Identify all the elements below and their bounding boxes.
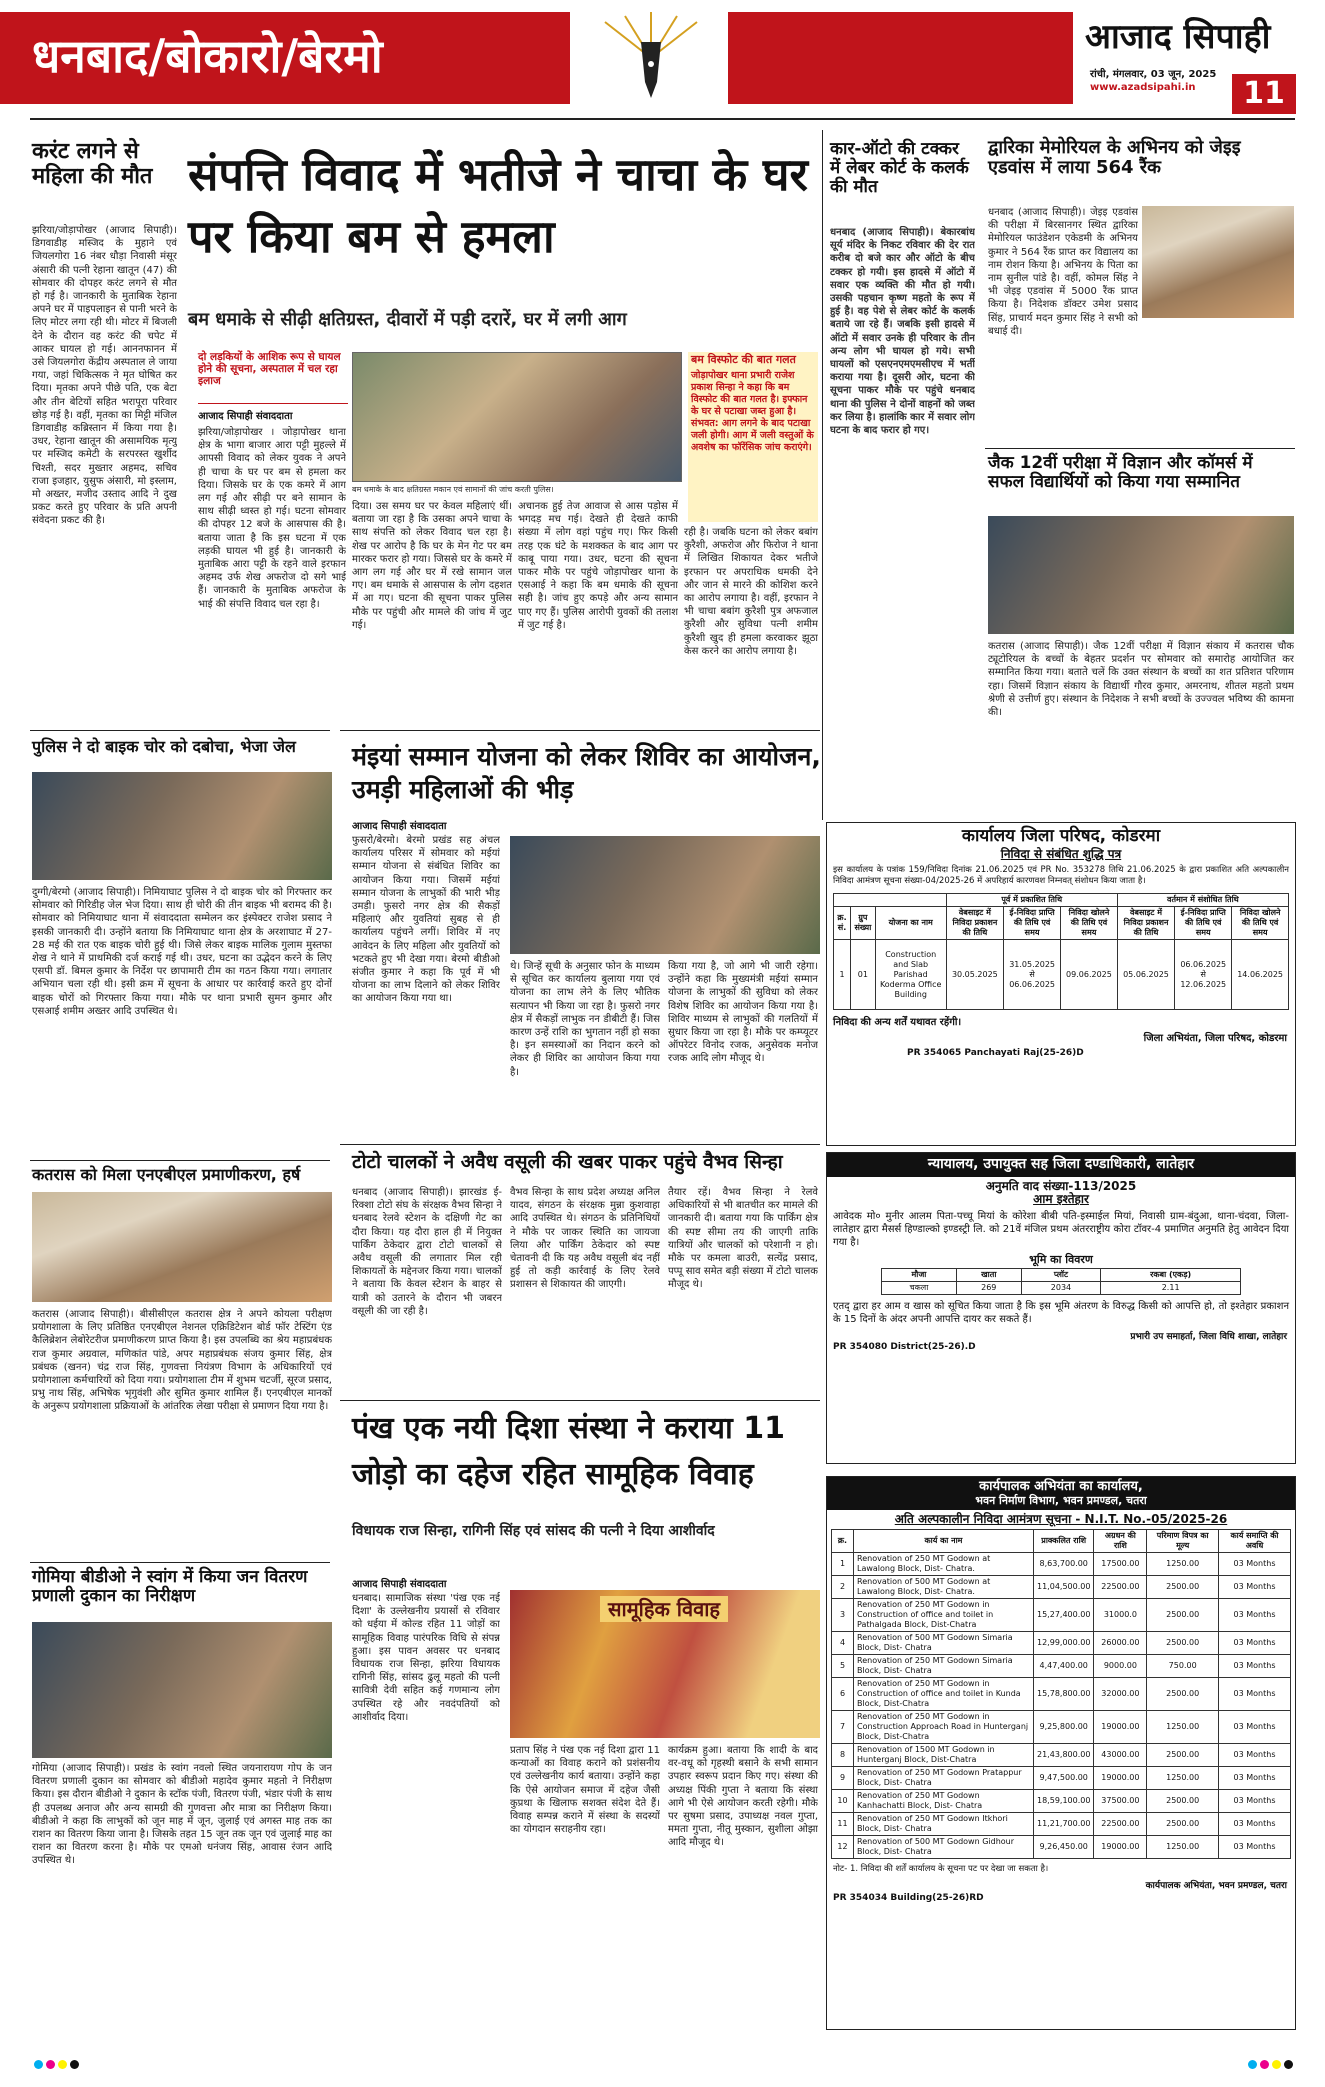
nit-cell: Renovation of 1500 MT Godown in Hunterganj Block, Dist-Chatra — [854, 1744, 1034, 1767]
jac-students-photo — [988, 516, 1294, 634]
main-headline: संपत्ति विवाद में भतीजे ने चाचा के घर पर किया बम से हमला — [188, 148, 808, 263]
nit-col: क्र. — [832, 1530, 854, 1553]
nit-cell: 03 Months — [1219, 1790, 1291, 1813]
nit-cell: 4 — [832, 1632, 854, 1655]
notice1-cell: 31.05.2025 से 06.06.2025 — [1004, 940, 1061, 1010]
nit-cell: Renovation of 500 MT Godown Gidhour Block, Dist- Chatra — [854, 1836, 1034, 1859]
notice1-cell: 01 — [851, 940, 876, 1010]
land-cell: 2034 — [1021, 1281, 1101, 1294]
nit-cell: 750.00 — [1147, 1655, 1219, 1678]
nit-cell: 2500.00 — [1147, 1576, 1219, 1599]
nit-row — [832, 1599, 1291, 1632]
nit-cell: 03 Months — [1219, 1678, 1291, 1711]
notice1-col: निविदा खोलने की तिथि एवं समय — [1061, 907, 1118, 940]
notice1-head-prev: पूर्व में प्रकाशित तिथि — [946, 894, 1117, 907]
notice1-cell: 05.06.2025 — [1117, 940, 1174, 1010]
nit-cell: 03 Months — [1219, 1767, 1291, 1790]
notice1-cell: Construction and Slab Parishad Koderma Office Building — [875, 940, 946, 1010]
nit-cell: Renovation of 250 MT Godown Kanhachatti Block, Dist- Chatra — [854, 1790, 1034, 1813]
center-t7b: प्रताप सिंह ने पंख एक नई दिशा द्वारा 11 कन्याओं का विवाह कराने को प्रशंसनीय एवं उल्लेखनीय कार्य बताया। उन्होंने कहा कि ऐसे आयोजन समाज में दहेज जैसी कुप्रथा के खिलाफ सशक्त संदेश देते हैं। विवाह सम्पन्न कराने में संस्था के सदस्यों का योगदान सराहनीय रहा। — [510, 1745, 660, 1836]
notice1-head-rev: वर्तमान में संशोधित तिथि — [1117, 894, 1288, 907]
divider — [340, 730, 820, 731]
nit-col: अग्रधन की राशि — [1094, 1530, 1147, 1553]
nit-cell: 1 — [832, 1553, 854, 1576]
bdo-inspection-photo — [32, 1622, 332, 1758]
left-h1: करंट लगने से महिला की मौत — [32, 139, 153, 189]
nit-cell: 1250.00 — [1147, 1836, 1219, 1859]
nit-cell: Renovation of 250 MT Godown Itkhori Block, Dist- Chatra — [854, 1813, 1034, 1836]
nit-cell: Renovation of 500 MT Godown at Lawalong Block, Dist- Chatra. — [854, 1576, 1034, 1599]
notice2-subject: आम इश्तेहार — [1033, 1192, 1089, 1207]
notice3-note: नोट- 1. निविदा की शर्तें कार्यालय के सूचना पट पर देखा जा सकता है। — [833, 1864, 1049, 1875]
nit-row — [832, 1655, 1291, 1678]
nit-cell: Renovation of 250 MT Godown Simaria Block, Dist- Chatra — [854, 1655, 1034, 1678]
nit-cell: 17500.00 — [1094, 1553, 1147, 1576]
nit-row — [832, 1836, 1291, 1859]
divider — [340, 1400, 820, 1401]
left-t1: झरिया/जोड़ापोखर (आजाद सिपाही)। डिगवाडीह मस्जिद के मुहाने एवं जियलगोरा 16 नंबर धौड़ा निवासी मंसूर अंसारी की पत्नी रेहाना खातून (47) की सोमवार की दोपहर करंट लगने से मौत हो गई है। जानकारी के मुताबिक रेहाना अपने घर में पाइपलाइन से पानी भरने के लिए मोटर लगा रही थी। मोटर में बिजली देने के दौरान वह करंट की चपेट में आकर घायल हो गई। आननफानन में उसे जियलगोरा केंद्रीय अस्पताल ले जाया गया, जहां चिकित्सक ने मृत घोषित कर दिया। मृतका अपने पीछे पति, एक बेटा और तीन बेटियों सहित भरापूरा परिवार छोड़ गई है। वहीं, मृतका का मिट्टी मंजिल डिगवाडीह कब्रिस्तान में किया गया है। उधर, रेहाना खातून की असामयिक मृत्यु पर मस्जिद कमेटी के सरपरस्त खुर्शीद चिश्ती, सदर मुख्तार अहमद, सचिव राजा इजहार, युसुफ अंसारी, मो इस्लाम, मो अख्तर, मजीद उस्ताद आदि ने दुख प्रकट करते हुए परिवार के प्रति अपनी संवेदना प्रकट की है। — [32, 225, 177, 527]
nit-cell: 32000.00 — [1094, 1678, 1147, 1711]
nit-cell: 6 — [832, 1678, 854, 1711]
nit-cell: 03 Months — [1219, 1813, 1291, 1836]
nit-cell: 15,78,800.00 — [1034, 1678, 1094, 1711]
nit-cell: 15,27,400.00 — [1034, 1599, 1094, 1632]
jee-student-photo — [1142, 206, 1294, 318]
nit-cell: 7 — [832, 1711, 854, 1744]
nit-col: प्राक्कलित राशि — [1034, 1530, 1094, 1553]
nit-cell: Renovation of 250 MT Godown Pratappur Block, Dist- Chatra — [854, 1767, 1034, 1790]
land-col: प्लॉट — [1021, 1268, 1101, 1281]
main-box-text: जोड़ापोखर थाना प्रभारी राजेश प्रकाश सिन्हा ने कहा कि बम विस्फोट की बात गलत है। इफ्फान के घर से पटाखा जब्त हुआ है। संभवत: आग लगने के बाद पटाखा जली होगी। आग में जली वस्तुओं के अवशेष का फॉरेंसिक जांच कराएंगे। — [691, 370, 814, 454]
nit-cell: 43000.00 — [1094, 1744, 1147, 1767]
nit-cell: 22500.00 — [1094, 1813, 1147, 1836]
center-h7: पंख एक नयी दिशा संस्था ने कराया 11 जोड़ो का दहेज रहित सामूहिक विवाह — [352, 1411, 785, 1492]
main-sidebar-box — [198, 352, 348, 404]
page-number: 11 — [1232, 74, 1296, 114]
notice1-table — [833, 893, 1289, 1010]
main-byline: आजाद सिपाही संवाददाता — [198, 411, 293, 422]
nit-cell: 2500.00 — [1147, 1790, 1219, 1813]
nit-cell: 2500.00 — [1147, 1678, 1219, 1711]
nit-row — [832, 1553, 1291, 1576]
divider — [985, 448, 1295, 449]
left-t2: दुग्गी/बेरमो (आजाद सिपाही)। निमियाघाट पुलिस ने दो बाइक चोर को गिरफ्तार कर सोमवार को गिरिडीह जेल भेज दिया। साथ ही चोरी की तीन बाइक भी बरामद की है। सोमवार को निमियाघाट थाना में संवाददाता सम्मेलन कर इंस्पेक्टर राजेश प्रसाद ने इसकी जानकारी दी। उन्होंने बताया कि निमियाघाट थाना क्षेत्र के अरशाघाट में 27-28 मई की रात एक बाइक चोरी हुई थी। जिसे लेकर बाइक मालिक गुलाम मुस्तफा शेख ने थाने में प्राथमिकी दर्ज कराई गई थी। उधर, घटना का उद्भेदन करने के लिए एसपी डॉ. बिमल कुमार के निर्देश पर छापामारी टीम का गठन किया गया। लगातार अभियान चला रही थी। इसी क्रम में सूचना के आधार पर कार्रवाई करते हुए दोनों बाइक चोरों को गिरफ्तार किया गया। मौके पर थाना प्रभारी सुमन कुमार और एसआई शमीम अख्तर आदि उपस्थित थे। — [32, 887, 332, 1017]
nit-table — [831, 1529, 1291, 1859]
notice1-col: ई-निविदा प्राप्ति की तिथि एवं समय — [1175, 907, 1232, 940]
nit-cell: 2500.00 — [1147, 1599, 1219, 1632]
nit-col: कार्य का नाम — [854, 1530, 1034, 1553]
nit-cell: Renovation of 500 MT Godown Simaria Block, Dist- Chatra — [854, 1632, 1034, 1655]
right-h9: द्वारिका मेमोरियल के अभिनय को जेइइ एडवांस में लाया 564 रैंक — [988, 137, 1241, 179]
notice1-footer: निविदा की अन्य शर्तें यथावत रहेंगी। — [833, 1017, 962, 1029]
wedding-banner: सामूहिक विवाह — [600, 1596, 728, 1622]
nit-cell: 12 — [832, 1836, 854, 1859]
nit-cell: 03 Months — [1219, 1655, 1291, 1678]
tender-notice-chatra — [826, 1476, 1296, 2030]
center-h6: टोटो चालकों ने अवैध वसूली की खबर पाकर पहुंचे वैभव सिन्हा — [352, 1151, 783, 1173]
main-sidebar: दो लड़कियों के आशिक रूप से घायल होने की सूचना, अस्पताल में चल रहा इलाज — [198, 351, 341, 387]
nit-cell: Renovation of 250 MT Godown in Construction of office and toilet in Pathalgada Block, Dist-Chatra — [854, 1599, 1034, 1632]
nit-cell: 9,26,450.00 — [1034, 1836, 1094, 1859]
center-byline5: आजाद सिपाही संवाददाता — [352, 821, 447, 832]
main-body4: रही है। जबकि घटना को लेकर बबांग कुरैशी, अफरोज और फिरोज ने थाना में लिखित शिकायत देकर भतीजे इरफान पर अपराधिक धमकी देने और जान से मारने की कोशिश करने का आरोप लगाया है। वहीं, इरफान ने भी चाचा बबांग कुरैशी पुत्र अफजाल कुरैशी और सुविधा पत्नी शमीम कुरैशी खुद ही हमला करवाकर झूठा केस करने का आरोप लगाया है। — [684, 527, 818, 657]
right-h8: कार-ऑटो की टक्कर में लेबर कोर्ट के कलर्क की मौत — [830, 139, 969, 198]
notice3-dept: भवन निर्माण विभाग, भवन प्रमण्डल, चतरा — [975, 1493, 1147, 1507]
divider — [30, 730, 330, 731]
pen-nib-logo — [585, 12, 717, 104]
masthead-paper-name: आजाद सिपाही — [1085, 17, 1271, 57]
women-crowd-photo — [510, 836, 820, 954]
nit-cell: 03 Months — [1219, 1744, 1291, 1767]
notice1-cell: 09.06.2025 — [1061, 940, 1118, 1010]
main-body2: दिया। उस समय घर पर केवल महिलाएं थीं। बताया जा रहा है कि उसका अपने चाचा के साथ संपत्ति को लेकर विवाद चल रहा है। शेख पर आरोप है कि घर के मेन गेट पर बम मारकर फरार हो गया। जिससे घर के कमरे में आग लग गई और घर में रखे सामान जल गए। बम धमाके से आसपास के लोग दहशत में आ गए। घटना की सूचना पाकर पुलिस मौके पर पहुंची और मामले की जांच में जुट गई। — [352, 501, 512, 631]
masthead-dateline: रांची, मंगलवार, 03 जून, 2025 — [1090, 69, 1217, 80]
nit-cell: 2500.00 — [1147, 1744, 1219, 1767]
center-byline7: आजाद सिपाही संवाददाता — [352, 1579, 447, 1590]
notice2-case: अनुमति वाद संख्या-113/2025 — [985, 1178, 1137, 1193]
main-photo-caption: बम धमाके के बाद क्षतिग्रस्त मकान एवं सामानों की जांच करती पुलिस। — [352, 485, 554, 494]
notice1-col: ग्रुप संख्या — [851, 907, 876, 940]
notice3-pr: PR 354034 Building(25-26)RD — [833, 1893, 984, 1904]
nit-cell: 22500.00 — [1094, 1576, 1147, 1599]
center-t7c: कार्यक्रम हुआ। बताया कि शादी के बाद वर-वधू को गृहस्थी बसाने के सभी सामान उपहार स्वरूप प्रदान किए गए। संस्था की अध्यक्ष पिंकी गुप्ता ने बताया कि संस्था आगे भी ऐसे आयोजन करती रहेगी। मौके पर सुषमा प्रसाद, उपाध्यक्ष नवल गुप्ता, ममता गुप्ता, नीतू मुस्कान, सुशीला ओझा आदि मौजूद थे। — [668, 1745, 818, 1849]
center-t6c: तैयार रहें। वैभव सिन्हा ने रेलवे अधिकारियों से भी बातचीत कर मामले की जानकारी दी। बताया गया कि पार्किंग क्षेत्र की स्पष्ट सीमा तय की जाएगी ताकि यात्रियों और चालकों को परेशानी न हो। मौके पर कमला बाउरी, सत्येंद्र प्रसाद, पप्पू साव समेत बड़ी संख्या में टोटो चालक मौजूद थे। — [668, 1187, 818, 1291]
right-h10: जैक 12वीं परीक्षा में विज्ञान और कॉमर्स में सफल विद्यार्थियों को किया गया सम्मानित — [988, 453, 1253, 493]
center-t5c: किया गया है, जो आगे भी जारी रहेगा। उन्होंने कहा कि मुख्यमंत्री मईयां सम्मान योजना के लाभुकों की सुविधा को लेकर विशेष शिविर का आयोजन किया गया है। शिविर माध्यम से लाभुकों की गलतियों में सुधार किया जा रहा है। मौके पर कम्प्यूटर ऑपरेटर विनोद रजक, अनुसेवक मनोज रजक आदि लोग मौजूद थे। — [668, 961, 818, 1065]
nit-cell: 11,21,700.00 — [1034, 1813, 1094, 1836]
notice3-signer: कार्यपालक अभियंता, भवन प्रमण्डल, चतरा — [1145, 1881, 1287, 1892]
notice1-col: ई-निविदा प्राप्ति की तिथि एवं समय — [1004, 907, 1061, 940]
nit-cell: 9000.00 — [1094, 1655, 1147, 1678]
notice2-text: आवेदक मो० मुनीर आलम पिता-पच्चू मियां के कोरेशा बीबी पति-इस्माईल मियां, निवासी ग्राम-बंदुआ, थाना-चंदवा, जिला-लातेहार द्वारा मैसर्स हिण्डाल्को इण्डस्ट्री लि. को 21वें मंजिल प्रथम अंतरराष्ट्रीय कोरा टॉवर-4 प्रमाणित अनुमति हेतु आवेदन दिया गया है। — [833, 1210, 1289, 1248]
nit-cell: 2 — [832, 1576, 854, 1599]
notice1-col: वेबसाइट में निविदा प्रकाशन की तिथि — [946, 907, 1003, 940]
nit-cell: 2500.00 — [1147, 1632, 1219, 1655]
notice2-pr: PR 354080 District(25-26).D — [833, 1341, 976, 1352]
nit-cell: 5 — [832, 1655, 854, 1678]
notice1-col: क्र. सं. — [834, 907, 851, 940]
nit-cell: 03 Months — [1219, 1576, 1291, 1599]
land-cell: 269 — [956, 1281, 1021, 1294]
notice1-cell: 30.05.2025 — [946, 940, 1003, 1010]
left-h4: गोमिया बीडीओ ने स्वांग में किया जन वितरण प्रणाली दुकान का निरीक्षण — [32, 1567, 308, 1607]
nit-row — [832, 1790, 1291, 1813]
notice2-text2: एतद् द्वारा हर आम व खास को सूचित किया जाता है कि इस भूमि अंतरण के विरुद्ध किसी को आपत्ति हो, तो इश्तेहार प्रकाशन के 15 दिनों के अंदर अपनी आपत्ति दायर कर सकते हैं। — [833, 1300, 1289, 1325]
right-t8: धनबाद (आजाद सिपाही)। बेकारबांध सूर्य मंदिर के निकट रविवार की देर रात करीब दो बजे कार और ऑटो के बीच टक्कर हो गयी। इस हादसे में ऑटो में सवार एक व्यक्ति की मौत हो गयी। उसकी पहचान कृष्ण महतो के रूप में हुई है। वह पेशे से लेबर कोर्ट के कलर्क बताये जा रहे हैं। जबकि इसी हादसे में ऑटो में सवार उनके ही परिवार के तीन अन्य लोग भी घायल हो गये। सभी घायलों को एसएनएमएमसीएच में भर्ती कराया गया है। दूसरी ओर, घटना की सूचना पाकर मौके पर पहुंचे धनबाद थाना की पुलिस ने दोनों वाहनों को जब्त कर लिया है। हालांकि कार में सवार लोग घटना के बाद फरार हो गए। — [830, 227, 975, 437]
nit-cell: 9,25,800.00 — [1034, 1711, 1094, 1744]
land-table — [881, 1268, 1241, 1295]
notice2-land-title: भूमि का विवरण — [1029, 1252, 1093, 1266]
land-col: मौजा — [882, 1268, 957, 1281]
nit-cell: 3 — [832, 1599, 854, 1632]
nit-cell: 03 Months — [1219, 1632, 1291, 1655]
nit-cell: Renovation of 250 MT Godown at Lawalong Block, Dist- Chatra. — [854, 1553, 1034, 1576]
nit-cell: Renovation of 250 MT Godown in Construction Approach Road in Hunterganj Block, Dist-Chatra — [854, 1711, 1034, 1744]
notice3-nit: अति अल्पकालीन निविदा आमंत्रण सूचना - N.I.T. No.-05/2025-26 — [894, 1511, 1228, 1526]
nit-row — [832, 1632, 1291, 1655]
nit-cell: 19000.00 — [1094, 1767, 1147, 1790]
left-h3: कतरास को मिला एनएबीएल प्रमाणीकरण, हर्ष — [32, 1165, 301, 1184]
right-t9: धनबाद (आजाद सिपाही)। जेइइ एडवांस की परीक्षा में बिरसानगर स्थित द्वारिका मेमोरियल फाउंडेशन एकेडमी के अभिनय कुमार ने 564 रैंक प्राप्त कर विद्यालय का नाम रोशन किया है। अभिनय के पिता का नाम सुनील पांडे है। वहीं, कोमल सिंह ने भी जेइइ एडवांस में 5000 रैंक प्राप्त किया है। निदेशक डॉक्टर उमेश प्रसाद सिंह, प्राचार्य मदन कुमार सिंह ने सभी को बधाई दी। — [988, 207, 1138, 337]
notice1-signer: जिला अभियंता, जिला परिषद, कोडरमा — [1143, 1033, 1287, 1045]
notice2-signer: प्रभारी उप समाहर्ता, जिला विधि शाखा, लातेहार — [1130, 1331, 1287, 1342]
nit-cell: 9 — [832, 1767, 854, 1790]
land-cell: 2.11 — [1101, 1281, 1241, 1294]
center-t5a: फुसरो/बेरमो। बेरमो प्रखंड सह अंचल कार्यालय परिसर में सोमवार को मईयां सम्मान योजना से संबंधित शिविर का आयोजन किया गया। जिसमें मईयां सम्मान योजना के लाभुकों की भारी भीड़ उमड़ी। फुसरो नगर क्षेत्र की सैकड़ों महिलाएं और युवतियां सुबह से ही कार्यालय पहुंचने लगीं। शिविर में नए आवेदन के लिए महिला और युवतियों को भटकते हुए भी देखा गया। बेरमो बीडीओ संजीत कुमार ने कहा कि पूर्व में भी योजना का लाभ दिलाने को लेकर शिविर का आयोजन किया गया था। — [352, 835, 500, 1005]
nit-cell: 8,63,700.00 — [1034, 1553, 1094, 1576]
main-box — [688, 352, 818, 522]
nit-cell: 1250.00 — [1147, 1711, 1219, 1744]
nit-cell: 1250.00 — [1147, 1767, 1219, 1790]
notice1-cell: 14.06.2025 — [1232, 940, 1289, 1010]
divider — [30, 1160, 330, 1161]
nit-cell: 03 Months — [1219, 1553, 1291, 1576]
nit-row — [832, 1744, 1291, 1767]
left-t3: कतरास (आजाद सिपाही)। बीसीसीएल कतरास क्षेत्र ने अपने कोयला परीक्षण प्रयोगशाला के लिए प्रतिष्ठित एनएबीएल नेशनल एक्रिडिटेशन बोर्ड फॉर टेस्टिंग एंड कैलिब्रेशन लेबोरेटरीज प्रमाणीकरण प्राप्त किया है। इस उपलब्धि का श्रेय महाप्रबंधक राज कुमार अग्रवाल, मणिकांत पांडे, अपर महाप्रबंधक संजय कुमार सिंह, क्षेत्र प्रबंधक (खनन) चंद्र राज सिंह, गुणवत्ता नियंत्रण विभाग के अधिकारियों एवं प्रयोगशाला कर्मचारियों को दिया गया। प्रयोगशाला टीम में शुभम चटर्जी, सूरज प्रसाद, प्रभु नाथ सिंह, अभिषेक भृगुवंशी और सुमित कुमार शामिल हैं। एनएबीएल मानकों के अनुरूप प्रयोगशाला प्रक्रियाओं के आंतरिक लेखा परीक्षा से प्रमाणन दिया गया है। — [32, 1309, 332, 1413]
nit-cell: 26000.00 — [1094, 1632, 1147, 1655]
main-photo — [352, 352, 682, 482]
nit-col: परिमाण विपत्र का मूल्य — [1147, 1530, 1219, 1553]
notice1-office: कार्यालय जिला परिषद, कोडरमा — [961, 826, 1161, 846]
nit-cell: 10 — [832, 1790, 854, 1813]
nit-cell: Renovation of 250 MT Godown in Construction of office and toilet in Kunda Block, Dist-Chatra — [854, 1678, 1034, 1711]
notice1-cell: 06.06.2025 से 12.06.2025 — [1175, 940, 1232, 1010]
bike-thieves-photo — [32, 772, 332, 880]
nabl-photo — [32, 1192, 332, 1302]
nit-cell: 31000.0 — [1094, 1599, 1147, 1632]
nit-row — [832, 1767, 1291, 1790]
center-h5: मंइयां सम्मान योजना को लेकर शिविर का आयोजन, उमड़ी महिलाओं की भीड़ — [352, 742, 821, 804]
divider — [340, 1144, 820, 1145]
land-cell: चकला — [882, 1281, 957, 1294]
divider — [30, 1562, 330, 1563]
nit-cell: 03 Months — [1219, 1836, 1291, 1859]
tender-notice-koderma — [826, 822, 1296, 1146]
nit-cell: 18,59,100.00 — [1034, 1790, 1094, 1813]
masthead-rule — [30, 118, 1295, 120]
center-sub7: विधायक राज सिन्हा, रागिनी सिंह एवं सांसद की पत्नी ने दिया आशीर्वाद — [352, 1523, 715, 1539]
left-h2: पुलिस ने दो बाइक चोर को दबोचा, भेजा जेल — [32, 737, 296, 756]
nit-row — [832, 1576, 1291, 1599]
nit-cell: 12,99,000.00 — [1034, 1632, 1094, 1655]
nit-cell: 11 — [832, 1813, 854, 1836]
nit-row — [832, 1813, 1291, 1836]
main-body3: अचानक हुई तेज आवाज से आस पड़ोस में भगदड़ मच गई। देखते ही देखते काफी संख्या में लोग वहां पहुंच गए। फिर किसी तरह एक घंटे के मशक्कत के बाद आग पर काबू पाया गया। उधर, घटना की सूचना पाकर मौके पर पहुंचे जोड़ापोखर थाना के एसआई ने कहा कि बम धमाके की सूचना सही है। जांच हुए कपड़े और अन्य सामान पाए गए हैं। पुलिस आरोपी युवकों की तलाश में जुट गई है। — [518, 501, 678, 631]
nit-cell: 8 — [832, 1744, 854, 1767]
main-box-title: बम विस्फोट की बात गलत — [691, 353, 796, 366]
land-col: खाता — [956, 1268, 1021, 1281]
nit-cell: 19000.00 — [1094, 1711, 1147, 1744]
nit-cell: 19000.00 — [1094, 1836, 1147, 1859]
notice1-pr: PR 354065 Panchayati Raj(25-26)D — [907, 1048, 1084, 1059]
right-t10: कतरास (आजाद सिपाही)। जैक 12वीं परीक्षा में विज्ञान संकाय में कतरास चौक ट्यूटोरियल के बच्चों के बेहतर प्रदर्शन पर सोमवार को समारोह आयोजित कर सम्मानित किया गया। बताते चलें कि उक्त संस्थान के बच्चों का शत प्रतिशत परिणाम रहा। जिसमें विज्ञान संकाय के विद्यार्थी गौरव कुमार, अमरनाथ, शीतल महतो प्रथम श्रेणी से उत्तीर्ण हुए। संस्थान के निदेशक ने सभी बच्चों के उज्ज्वल भविष्य की कामना की। — [988, 641, 1294, 719]
notice1-col: योजना का नाम — [875, 907, 946, 940]
notice1-col: वेबसाइट में निविदा प्रकाशन की तिथि — [1117, 907, 1174, 940]
nit-cell: 03 Months — [1219, 1711, 1291, 1744]
nit-cell: 9,47,500.00 — [1034, 1767, 1094, 1790]
main-subhead: बम धमाके से सीढ़ी क्षतिग्रस्त, दीवारों में पड़ी दरारें, घर में लगी आग — [188, 309, 627, 330]
nit-cell: 4,47,400.00 — [1034, 1655, 1094, 1678]
nit-cell: 1250.00 — [1147, 1553, 1219, 1576]
nit-row — [832, 1678, 1291, 1711]
nit-cell: 37500.00 — [1094, 1790, 1147, 1813]
left-t4: गोमिया (आजाद सिपाही)। प्रखंड के स्वांग नवलो स्थित जयनारायण गोप के जन वितरण प्रणाली दुकान का सोमवार को बीडीओ महादेव कुमार महतो ने निरीक्षण किया। इस दौरान बीडीओ ने दुकान के स्टॉक पंजी, वितरण पंजी, भंडार पंजी के साथ ही उपलब्ध अनाज और अन्य सामग्री की गुणवत्ता और मात्रा का निरीक्षण किया। बीडीओ ने कहा कि लाभुकों को जून माह में जून, जुलाई एवं अगस्त माह तक का राशन का वितरण किया जाना है। जिसके तहत 15 जून तक जून एवं जुलाई माह का राशन का वितरण करना है। मौके पर एमओ धनंजय सिंह, आवास रंजन आदि उपस्थित थे। — [32, 1763, 332, 1867]
nit-cell: 21,43,800.00 — [1034, 1744, 1094, 1767]
color-registration-dots — [34, 2054, 82, 2073]
masthead-section-title: धनबाद/बोकारो/बेरमो — [32, 29, 383, 83]
col-divider — [822, 130, 823, 820]
masthead-site: www.azadsipahi.in — [1090, 82, 1196, 93]
nit-cell: 11,04,500.00 — [1034, 1576, 1094, 1599]
court-notice-latehar — [826, 1152, 1296, 1464]
center-t5b: थे। जिन्हें सूची के अनुसार फोन के माध्यम से सूचित कर कार्यालय बुलाया गया एवं योजना का लाभ लेने के लिए भौतिक सत्यापन भी किया जा रहा है। फुसरो नगर क्षेत्र में सैकड़ों लाभुक नन डीबीटी हैं। जिस कारण उन्हें राशि का भुगतान नहीं हो सका है। इन समस्याओं का निदान करने को लेकर ही शिविर का आयोजन किया गया है। — [510, 961, 660, 1078]
mass-wedding-photo — [510, 1590, 820, 1738]
land-col: रकबा (एकड़) — [1101, 1268, 1241, 1281]
nit-col: कार्य समाप्ति की अवधि — [1219, 1530, 1291, 1553]
center-t7a: धनबाद। सामाजिक संस्था 'पंख एक नई दिशा' के उल्लेखनीय प्रयासों से रविवार को धईया में कोल्ड रहित 11 जोड़ों का सामूहिक विवाह पारंपरिक विधि से संपन्न हुआ। इस पावन अवसर पर धनबाद विधायक राज सिन्हा, झरिया विधायक रागिनी सिंह, सांसद ढुलू महतो की पत्नी सावित्री देवी सहित कई गणमान्य लोग उपस्थित रहे और नवदंपतियों को आशीर्वाद दिया। — [352, 1593, 500, 1723]
center-t6a: धनबाद (आजाद सिपाही)। झारखंड ई-रिक्शा टोटो संघ के संरक्षक वैभव सिन्हा ने धनबाद रेलवे स्टेशन के दक्षिणी गेट का दौरा किया। यह दौरा हाल ही में नियुक्त पार्किंग ठेकेदार द्वारा टोटो चालकों से अवैध वसूली की लगातार मिल रही शिकायतों के मद्देनजर किया गया। चालकों ने बताया कि केवल स्टेशन के बाहर से यात्री को उतारने के दौरान भी जबरन वसूली की जा रही है। — [352, 1187, 502, 1317]
nit-cell: 2500.00 — [1147, 1813, 1219, 1836]
nit-cell: 03 Months — [1219, 1599, 1291, 1632]
center-t6b: वैभव सिन्हा के साथ प्रदेश अध्यक्ष अनिल यादव, संगठन के संरक्षक मुन्ना कुशवाहा आदि उपस्थित थे। संगठन के प्रतिनिधियों ने मौके पर जाकर स्थिति का जायजा लिया और पार्किंग ठेकेदार को स्पष्ट चेतावनी दी कि यह अवैध वसूली बंद नहीं हुई तो कड़ी कार्रवाई के लिए रेलवे प्रशासन से शिकायत की जाएगी। — [510, 1187, 660, 1291]
masthead-red-right — [728, 12, 1073, 104]
nit-row — [832, 1711, 1291, 1744]
notice2-office: न्यायालय, उपायुक्त सह जिला दण्डाधिकारी, लातेहार — [827, 1153, 1295, 1177]
main-body1: झरिया/जोड़ापोखर । जोड़ापोखर थाना क्षेत्र के भागा बाजार आरा पट्टी मुहल्ले में आपसी विवाद को लेकर युवक ने अपने ही चाचा के घर पर बम से हमला कर दिया। जिसके घर के एक कमरे में आग लग गई और सीढ़ी पर बने सामान के साथ सीढ़ी ध्वस्त हो गई। घटना सोमवार की दोपहर 12 बजे के आसपास की है। बताया जाता है कि इस घटना में एक लड़की घायल भी हुई है। जानकारी के मुताबिक आरा पट्टी के रहने वाले इरफान अहमद उर्फ शेख अफरोज दो सगे भाई हैं। जानकारी के मुताबिक अफरोज के भाई की संपत्ति विवाद चल रहा है। — [198, 427, 346, 610]
notice1-cell: 1 — [834, 940, 851, 1010]
notice1-subject: निविदा से संबंधित शुद्धि पत्र — [1000, 847, 1122, 862]
color-registration-dots — [1248, 2054, 1296, 2073]
notice1-intro: इस कार्यालय के पत्रांक 159/निविदा दिनांक 21.06.2025 एवं PR No. 353278 तिथि 21.06.2025 के द्वारा प्रकाशित अति अल्पकालीन निविदा आमंत्रण सूचना संख्या-04/2025-26 में अपरिहार्य कारणवश निम्नवत् संशोधन किया जाता है। — [833, 865, 1289, 887]
notice3-office: कार्यपालक अभियंता का कार्यालय, — [979, 1479, 1143, 1494]
notice1-col: निविदा खोलने की तिथि एवं समय — [1232, 907, 1289, 940]
